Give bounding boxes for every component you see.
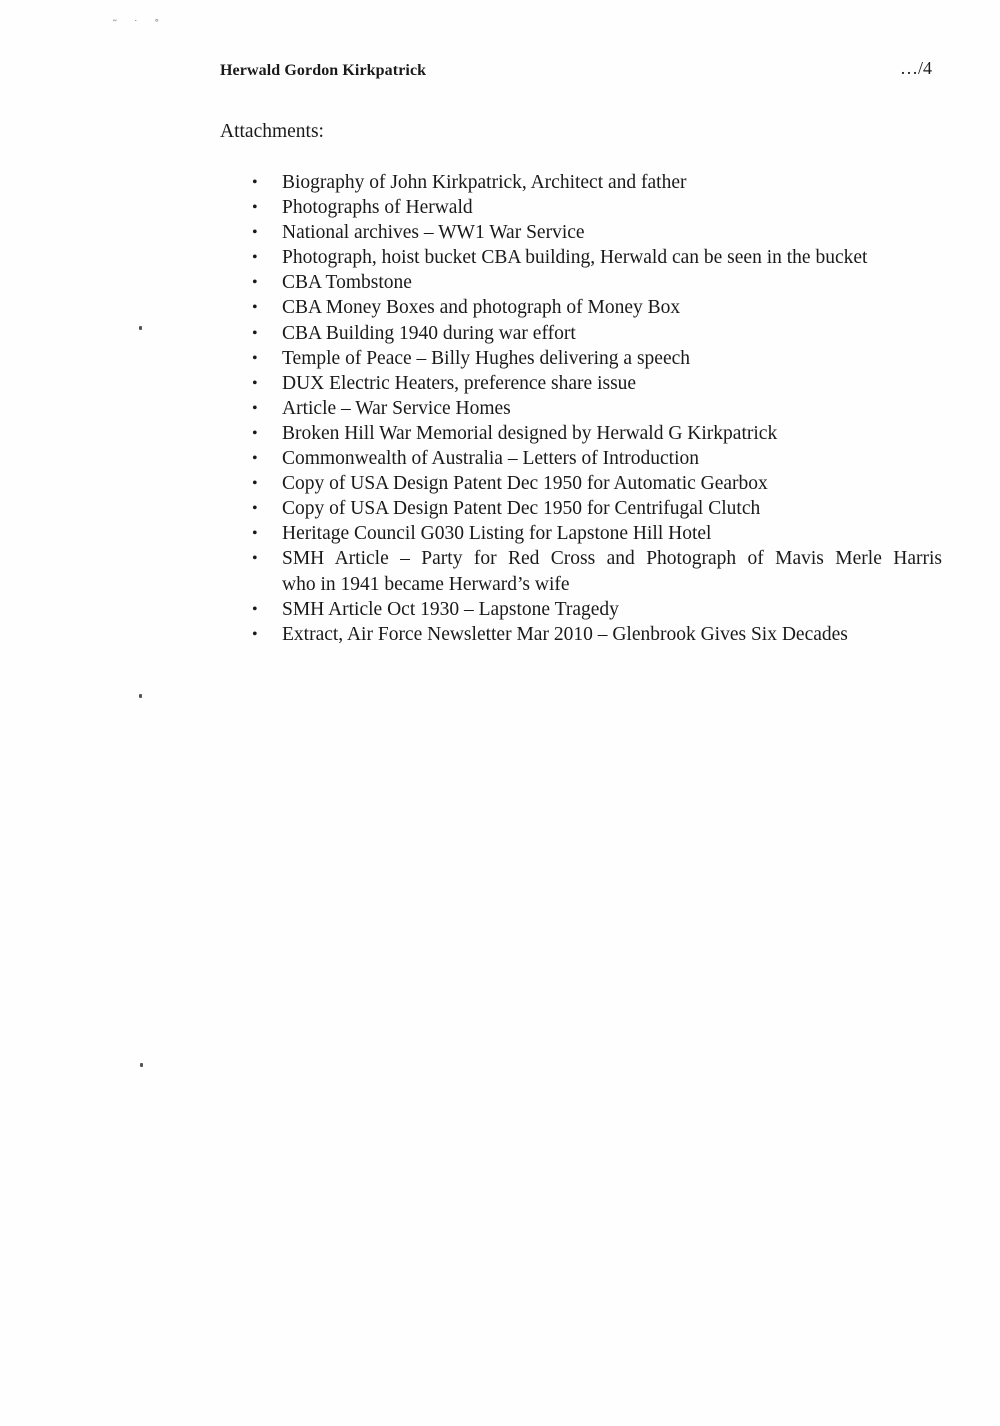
scan-speck	[139, 326, 142, 330]
list-item	[252, 371, 942, 396]
attachment-text: CBA Building 1940 during war effort	[282, 322, 576, 344]
list-item	[252, 446, 942, 471]
attachment-text: Commonwealth of Australia – Letters of Introduction	[282, 448, 699, 470]
scan-artifact-marks: ˜ ˙ ˚	[112, 18, 166, 31]
attachment-text: SMH Article Oct 1930 – Lapstone Tragedy	[282, 598, 619, 620]
list-item	[252, 321, 942, 346]
bullet-icon: •	[252, 274, 258, 292]
attachment-text: DUX Electric Heaters, preference share issue	[282, 372, 637, 394]
list-item	[252, 195, 942, 220]
bullet-icon: •	[252, 500, 258, 518]
bullet-icon: •	[252, 625, 258, 643]
attachment-text: Photographs of Herwald	[282, 197, 473, 219]
list-item	[252, 295, 942, 320]
bullet-icon: •	[252, 199, 258, 217]
attachment-text: Heritage Council G030 Listing for Lapstone Hill Hotel	[282, 523, 712, 545]
scan-speck	[140, 1063, 143, 1067]
list-item	[252, 421, 942, 446]
bullet-icon: •	[252, 525, 258, 543]
bullet-icon: •	[252, 550, 258, 568]
attachment-text: CBA Tombstone	[282, 272, 412, 294]
bullet-icon: •	[252, 324, 258, 342]
bullet-icon: •	[252, 399, 258, 417]
scan-speck	[139, 694, 142, 698]
list-item	[252, 346, 942, 371]
list-item	[252, 270, 942, 295]
list-item	[252, 170, 942, 195]
attachment-text: Extract, Air Force Newsletter Mar 2010 – Glenbrook Gives Six Decades	[282, 623, 848, 645]
page-number: …/4	[900, 58, 933, 78]
bullet-icon: •	[252, 174, 258, 191]
document-header-name: Herwald Gordon Kirkpatrick	[220, 62, 427, 79]
attachment-text: SMH Article – Party for Red Cross and Photograph of Mavis Merle Harris	[282, 548, 942, 570]
attachment-text-continuation: who in 1941 became Herward’s wife	[282, 573, 570, 595]
attachment-text: Copy of USA Design Patent Dec 1950 for Automatic Gearbox	[282, 473, 768, 495]
bullet-icon: •	[252, 224, 258, 242]
bullet-icon: •	[252, 475, 258, 493]
attachment-text: Temple of Peace – Billy Hughes delivering a speech	[282, 347, 691, 369]
attachment-text: Copy of USA Design Patent Dec 1950 for Centrifugal Clutch	[282, 498, 761, 520]
list-item	[252, 471, 942, 496]
attachments-heading: Attachments:	[220, 121, 324, 142]
attachment-text: Biography of John Kirkpatrick, Architect and father	[282, 172, 687, 193]
list-item	[252, 396, 942, 421]
attachments-list	[252, 170, 942, 647]
bullet-icon: •	[252, 349, 258, 367]
list-item	[252, 597, 942, 622]
list-item	[252, 496, 942, 521]
list-item	[252, 546, 942, 596]
list-item	[252, 245, 942, 270]
bullet-icon: •	[252, 424, 258, 442]
bullet-icon: •	[252, 249, 258, 267]
list-item	[252, 622, 942, 647]
attachment-text: CBA Money Boxes and photograph of Money Box	[282, 297, 681, 319]
bullet-icon: •	[252, 450, 258, 468]
list-item	[252, 521, 942, 546]
bullet-icon: •	[252, 374, 258, 392]
attachment-text: National archives – WW1 War Service	[282, 222, 585, 244]
bullet-icon: •	[252, 600, 258, 618]
bullet-icon: •	[252, 299, 258, 317]
attachment-text: Article – War Service Homes	[282, 397, 511, 419]
attachment-text: Photograph, hoist bucket CBA building, Herwald can be seen in the bucket	[282, 247, 868, 269]
attachment-text: Broken Hill War Memorial designed by Herwald G Kirkpatrick	[282, 422, 778, 444]
list-item	[252, 220, 942, 245]
